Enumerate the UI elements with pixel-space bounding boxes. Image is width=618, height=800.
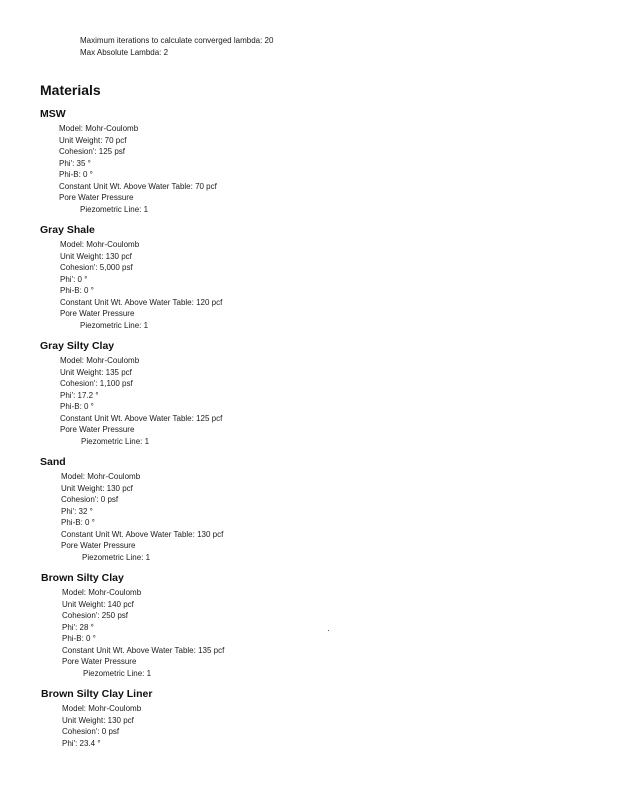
material-model: Model: Mohr-Coulomb <box>59 124 139 133</box>
material-cohesion: Cohesion': 250 psf <box>62 611 129 620</box>
material-phi: Phi': 35 ° <box>59 158 91 168</box>
material-phi-b: Phi-B: 0 ° <box>60 402 94 411</box>
material-name: Gray Shale <box>40 224 95 236</box>
material-model: Model: Mohr-Coulomb <box>60 356 140 365</box>
material-constant-unit-wt: Constant Unit Wt. Above Water Table: 130 pcf <box>61 529 224 539</box>
material-piezometric-line: Piezometric Line: 1 <box>82 552 151 562</box>
material-constant-unit-wt: Constant Unit Wt. Above Water Table: 120 pcf <box>60 297 223 307</box>
material-constant-unit-wt: Constant Unit Wt. Above Water Table: 125 pcf <box>60 413 223 423</box>
material-name: Gray Silty Clay <box>40 340 115 352</box>
material-piezometric-line: Piezometric Line: 1 <box>83 668 152 678</box>
material-phi-b: Phi-B: 0 ° <box>59 170 93 179</box>
material-cohesion: Cohesion': 5,000 psf <box>60 263 133 272</box>
materials-heading: Materials <box>40 82 101 98</box>
material-pore-water-pressure: Pore Water Pressure <box>59 193 134 202</box>
max-lambda-line: Max Absolute Lambda: 2 <box>80 48 169 57</box>
material-constant-unit-wt: Constant Unit Wt. Above Water Table: 135 pcf <box>62 645 225 655</box>
material-model: Model: Mohr-Coulomb <box>62 588 142 597</box>
material-phi-b: Phi-B: 0 ° <box>62 634 96 643</box>
material-piezometric-line: Piezometric Line: 1 <box>80 204 149 214</box>
material-phi: Phi': 0 ° <box>60 274 88 284</box>
material-pore-water-pressure: Pore Water Pressure <box>60 425 135 434</box>
material-unit-weight: Unit Weight: 135 pcf <box>60 367 132 377</box>
max-iterations-line: Maximum iterations to calculate converged lambda: 20 <box>80 36 274 45</box>
material-phi: Phi': 17.2 ° <box>60 390 99 400</box>
material-constant-unit-wt: Constant Unit Wt. Above Water Table: 70 pcf <box>59 181 217 191</box>
material-model: Model: Mohr-Coulomb <box>62 704 142 713</box>
material-unit-weight: Unit Weight: 70 pcf <box>59 135 127 145</box>
material-unit-weight: Unit Weight: 130 pcf <box>60 251 132 261</box>
material-phi: Phi': 32 ° <box>61 506 93 516</box>
material-cohesion: Cohesion': 125 psf <box>59 147 126 156</box>
material-unit-weight: Unit Weight: 140 pcf <box>62 599 134 609</box>
material-pore-water-pressure: Pore Water Pressure <box>61 541 136 550</box>
stray-mark <box>328 630 329 631</box>
material-unit-weight: Unit Weight: 130 pcf <box>62 715 134 725</box>
material-name: Sand <box>40 456 66 468</box>
material-piezometric-line: Piezometric Line: 1 <box>81 436 150 446</box>
material-phi: Phi': 23.4 ° <box>62 738 101 748</box>
material-name: Brown Silty Clay Liner <box>41 688 153 700</box>
material-phi: Phi': 28 ° <box>62 622 94 632</box>
material-cohesion: Cohesion': 0 psf <box>62 727 120 736</box>
material-phi-b: Phi-B: 0 ° <box>60 286 94 295</box>
material-model: Model: Mohr-Coulomb <box>61 472 141 481</box>
material-phi-b: Phi-B: 0 ° <box>61 518 95 527</box>
material-model: Model: Mohr-Coulomb <box>60 240 140 249</box>
material-name: Brown Silty Clay <box>41 572 124 584</box>
material-cohesion: Cohesion': 0 psf <box>61 495 119 504</box>
material-name: MSW <box>40 108 66 120</box>
material-pore-water-pressure: Pore Water Pressure <box>60 309 135 318</box>
material-pore-water-pressure: Pore Water Pressure <box>62 657 137 666</box>
material-unit-weight: Unit Weight: 130 pcf <box>61 483 133 493</box>
material-cohesion: Cohesion': 1,100 psf <box>60 379 133 388</box>
material-piezometric-line: Piezometric Line: 1 <box>80 320 149 330</box>
